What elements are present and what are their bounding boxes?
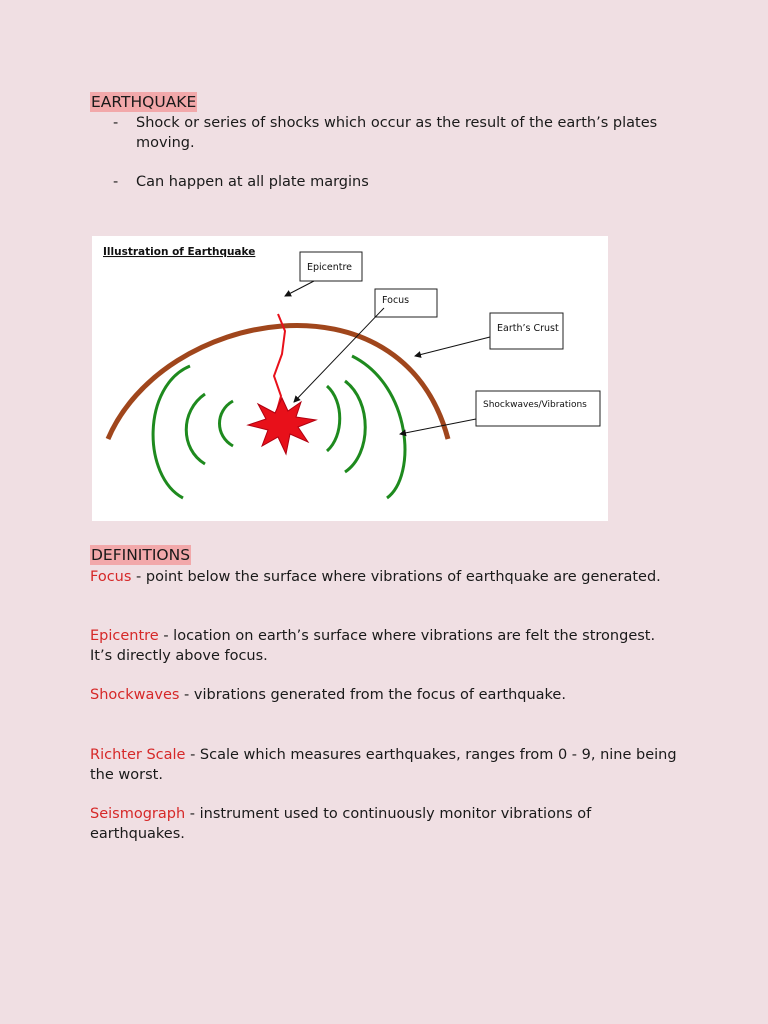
shockwave-right-middle <box>345 381 365 472</box>
figure-title: Illustration of Earthquake <box>103 246 256 258</box>
crust-pointer <box>415 337 490 356</box>
focus-label: Focus <box>382 295 410 306</box>
shockwaves-label: Shockwaves/Vibrations <box>483 400 587 410</box>
definition-term: Shockwaves <box>90 687 180 703</box>
bullet-item <box>113 113 673 153</box>
definition-text: - location on earth’s surface where vibrations are felt the strongest. It’s directly above focus. <box>90 628 656 664</box>
definition-text: - point below the surface where vibrations of earthquake are generated. <box>131 569 661 585</box>
definition-text: - vibrations generated from the focus of earthquake. <box>179 687 566 703</box>
earthquake-heading: EARTHQUAKE <box>91 93 197 111</box>
shockwave-left-outer <box>153 366 190 498</box>
focus-pointer <box>294 308 384 402</box>
bullet-item <box>113 172 673 192</box>
definition-item <box>90 567 680 587</box>
definition-item <box>90 804 680 844</box>
shockwave-left-middle <box>186 394 205 464</box>
shockwave-right-outer <box>352 356 405 498</box>
epicentre-pointer <box>285 281 314 296</box>
shockwave-left-inner <box>220 401 234 446</box>
definition-term: Richter Scale <box>90 747 186 763</box>
epicentre-label: Epicentre <box>307 262 353 273</box>
earthquake-illustration <box>92 236 608 521</box>
shockwave-right-inner <box>327 386 340 451</box>
bullet-dash: - <box>113 174 119 190</box>
bullet-dash: - <box>113 115 119 131</box>
definition-term: Focus <box>90 569 132 585</box>
focus-star-icon <box>248 398 316 454</box>
bullet-text: Shock or series of shocks which occur as the result of the earth’s plates moving. <box>136 115 658 151</box>
crust-label: Earth’s Crust <box>497 323 559 334</box>
definition-term: Seismograph <box>90 806 186 822</box>
definition-term: Epicentre <box>90 628 159 644</box>
definition-text: - instrument used to continuously monitor vibrations of earthquakes. <box>90 806 592 842</box>
definition-text: - Scale which measures earthquakes, ranges from 0 - 9, nine being the worst. <box>90 747 677 783</box>
definition-item <box>90 626 680 666</box>
bullet-text: Can happen at all plate margins <box>136 174 369 190</box>
shockwaves-pointer <box>400 419 476 434</box>
definitions-heading: DEFINITIONS <box>91 546 191 564</box>
definition-item <box>90 745 680 785</box>
definition-item <box>90 685 680 705</box>
